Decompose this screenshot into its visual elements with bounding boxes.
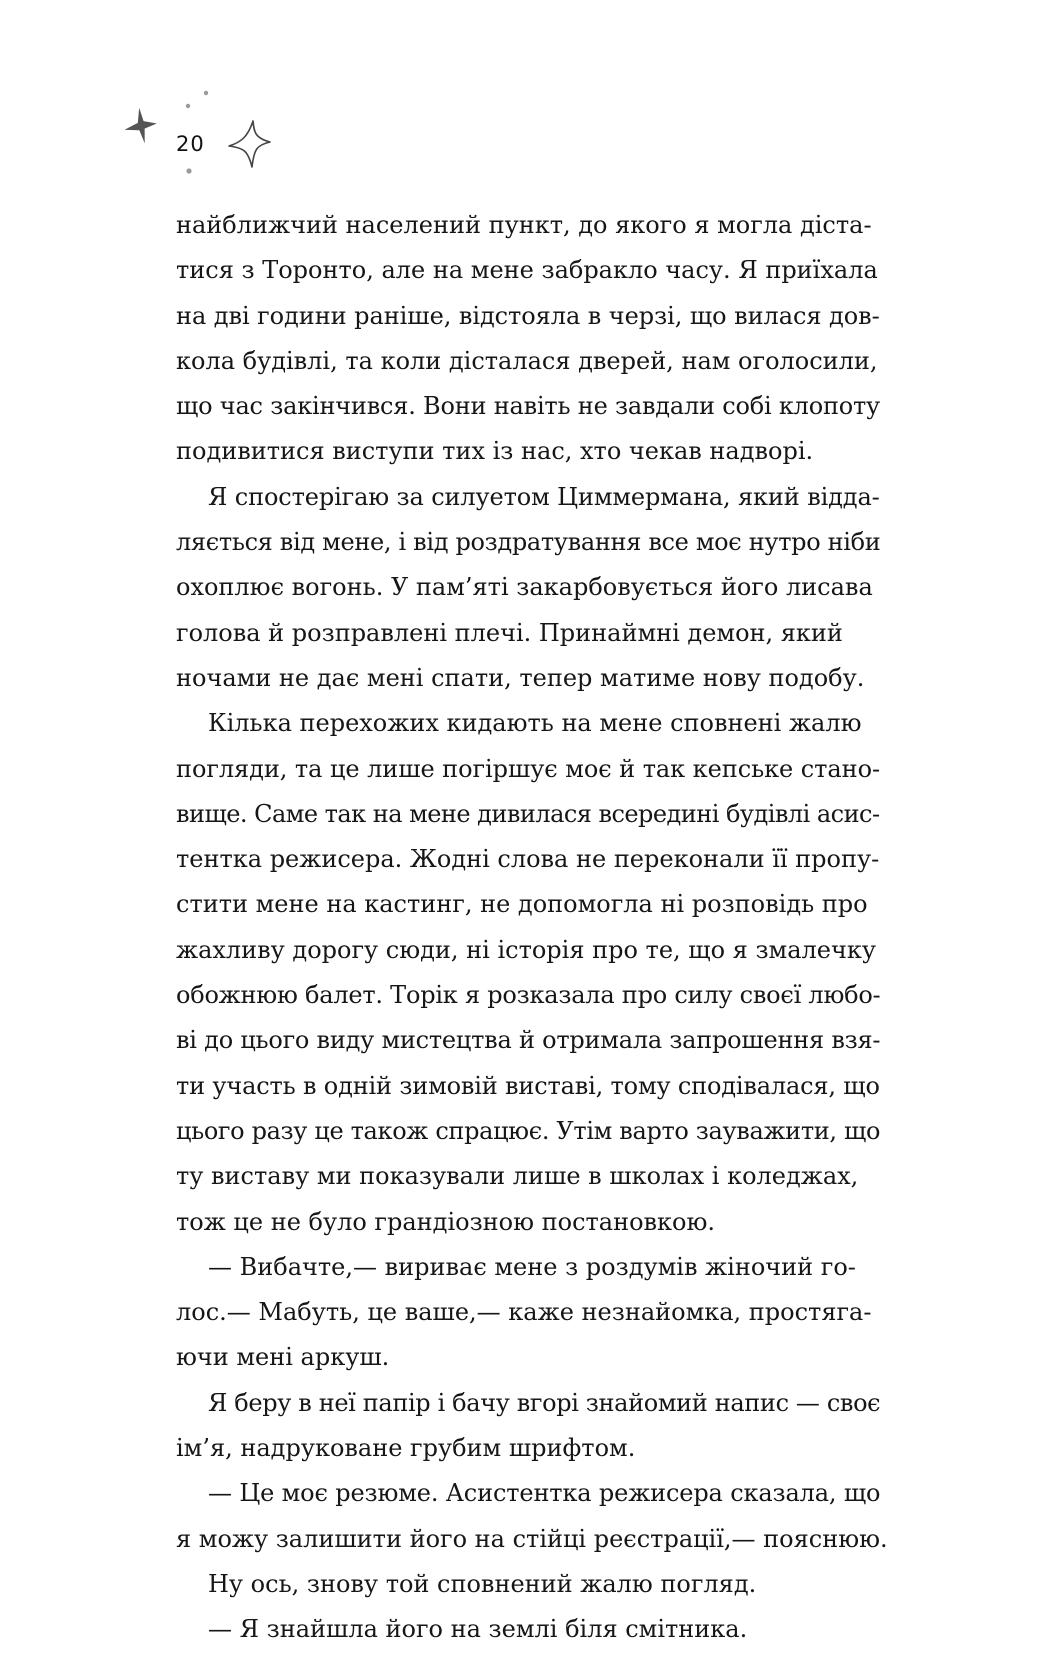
text-line: голова й розправлені плечі. Принаймні демон, який <box>176 618 843 647</box>
text-line: на дві години раніше, відстояла в черзі, що вилася дов- <box>176 301 880 330</box>
text-line: — Це моє резюме. Асистентка режисера сказала, що <box>208 1479 881 1508</box>
text-line: погляди, та це лише погіршує моє й так кепське стано- <box>176 754 881 783</box>
text-line: Кілька перехожих кидають на мене сповнені жалю <box>208 709 862 738</box>
text-line: тися з Торонто, але на мене забракло часу. Я приїхала <box>176 256 878 285</box>
text-line: — Вибачте,— вириває мене з роздумів жіночий го- <box>208 1252 856 1281</box>
text-line: ти участь в одній зимовій виставі, тому сподівалася, що <box>176 1071 880 1100</box>
body-text <box>176 203 888 1653</box>
text-line: жахливу дорогу сюди, ні історія про те, що я змалечку <box>176 935 876 964</box>
outline-star-icon <box>224 118 274 172</box>
text-line: ім’я, надруковане грубим шрифтом. <box>176 1434 636 1463</box>
text-line: найближчий населений пункт, до якого я могла діста- <box>176 211 872 239</box>
text-line: Ну ось, знову той сповнений жалю погляд. <box>208 1569 757 1598</box>
text-line: ночами не дає мені спати, тепер матиме нову подобу. <box>176 663 865 692</box>
text-line: ту виставу ми показували лише в школах і коледжах, <box>176 1162 859 1191</box>
text-line: що час закінчився. Вони навіть не завдали собі клопоту <box>176 392 880 421</box>
text-line: лос.— Мабуть, це ваше,— каже незнайомка, простяга- <box>176 1298 872 1327</box>
text-line: охоплює вогонь. У пам’яті закарбовується його лисава <box>176 573 873 602</box>
text-line: вище. Саме так на мене дивилася всередині будівлі асис- <box>176 799 880 828</box>
text-line: стити мене на кастинг, не допомогла ні розповідь про <box>176 890 868 919</box>
text-line: цього разу це також спрацює. Утім варто зауважити, що <box>176 1116 881 1145</box>
page-number: 20 <box>176 132 205 156</box>
text-line: ві до цього виду мистецтва й отримала запрошення взя- <box>176 1026 881 1055</box>
text-line: тож це не було грандіозною постановкою. <box>176 1207 716 1236</box>
text-line: обожнюю балет. Торік я розказала про силу своєї любо- <box>176 981 881 1010</box>
text-line: я можу залишити його на стійці реєстрації,— пояснюю. <box>176 1524 888 1553</box>
text-line: кола будівлі, та коли дісталася дверей, нам оголосили, <box>176 346 878 375</box>
filled-star-icon <box>120 106 160 146</box>
text-line: Я беру в неї папір і бачу вгорі знайомий напис — своє <box>208 1388 881 1417</box>
text-line: ючи мені аркуш. <box>176 1343 390 1372</box>
text-line: тентка режисера. Жодні слова не переконали її пропу- <box>176 845 880 874</box>
text-line: ляється від мене, і від роздратування все моє нутро ніби <box>176 528 881 557</box>
text-line: — Я знайшла його на землі біля смітника. <box>208 1615 748 1644</box>
text-line: Я спостерігаю за силуетом Циммермана, який відда- <box>208 482 880 511</box>
text-line: подивитися виступи тих із нас, хто чекав надворі. <box>176 437 814 466</box>
